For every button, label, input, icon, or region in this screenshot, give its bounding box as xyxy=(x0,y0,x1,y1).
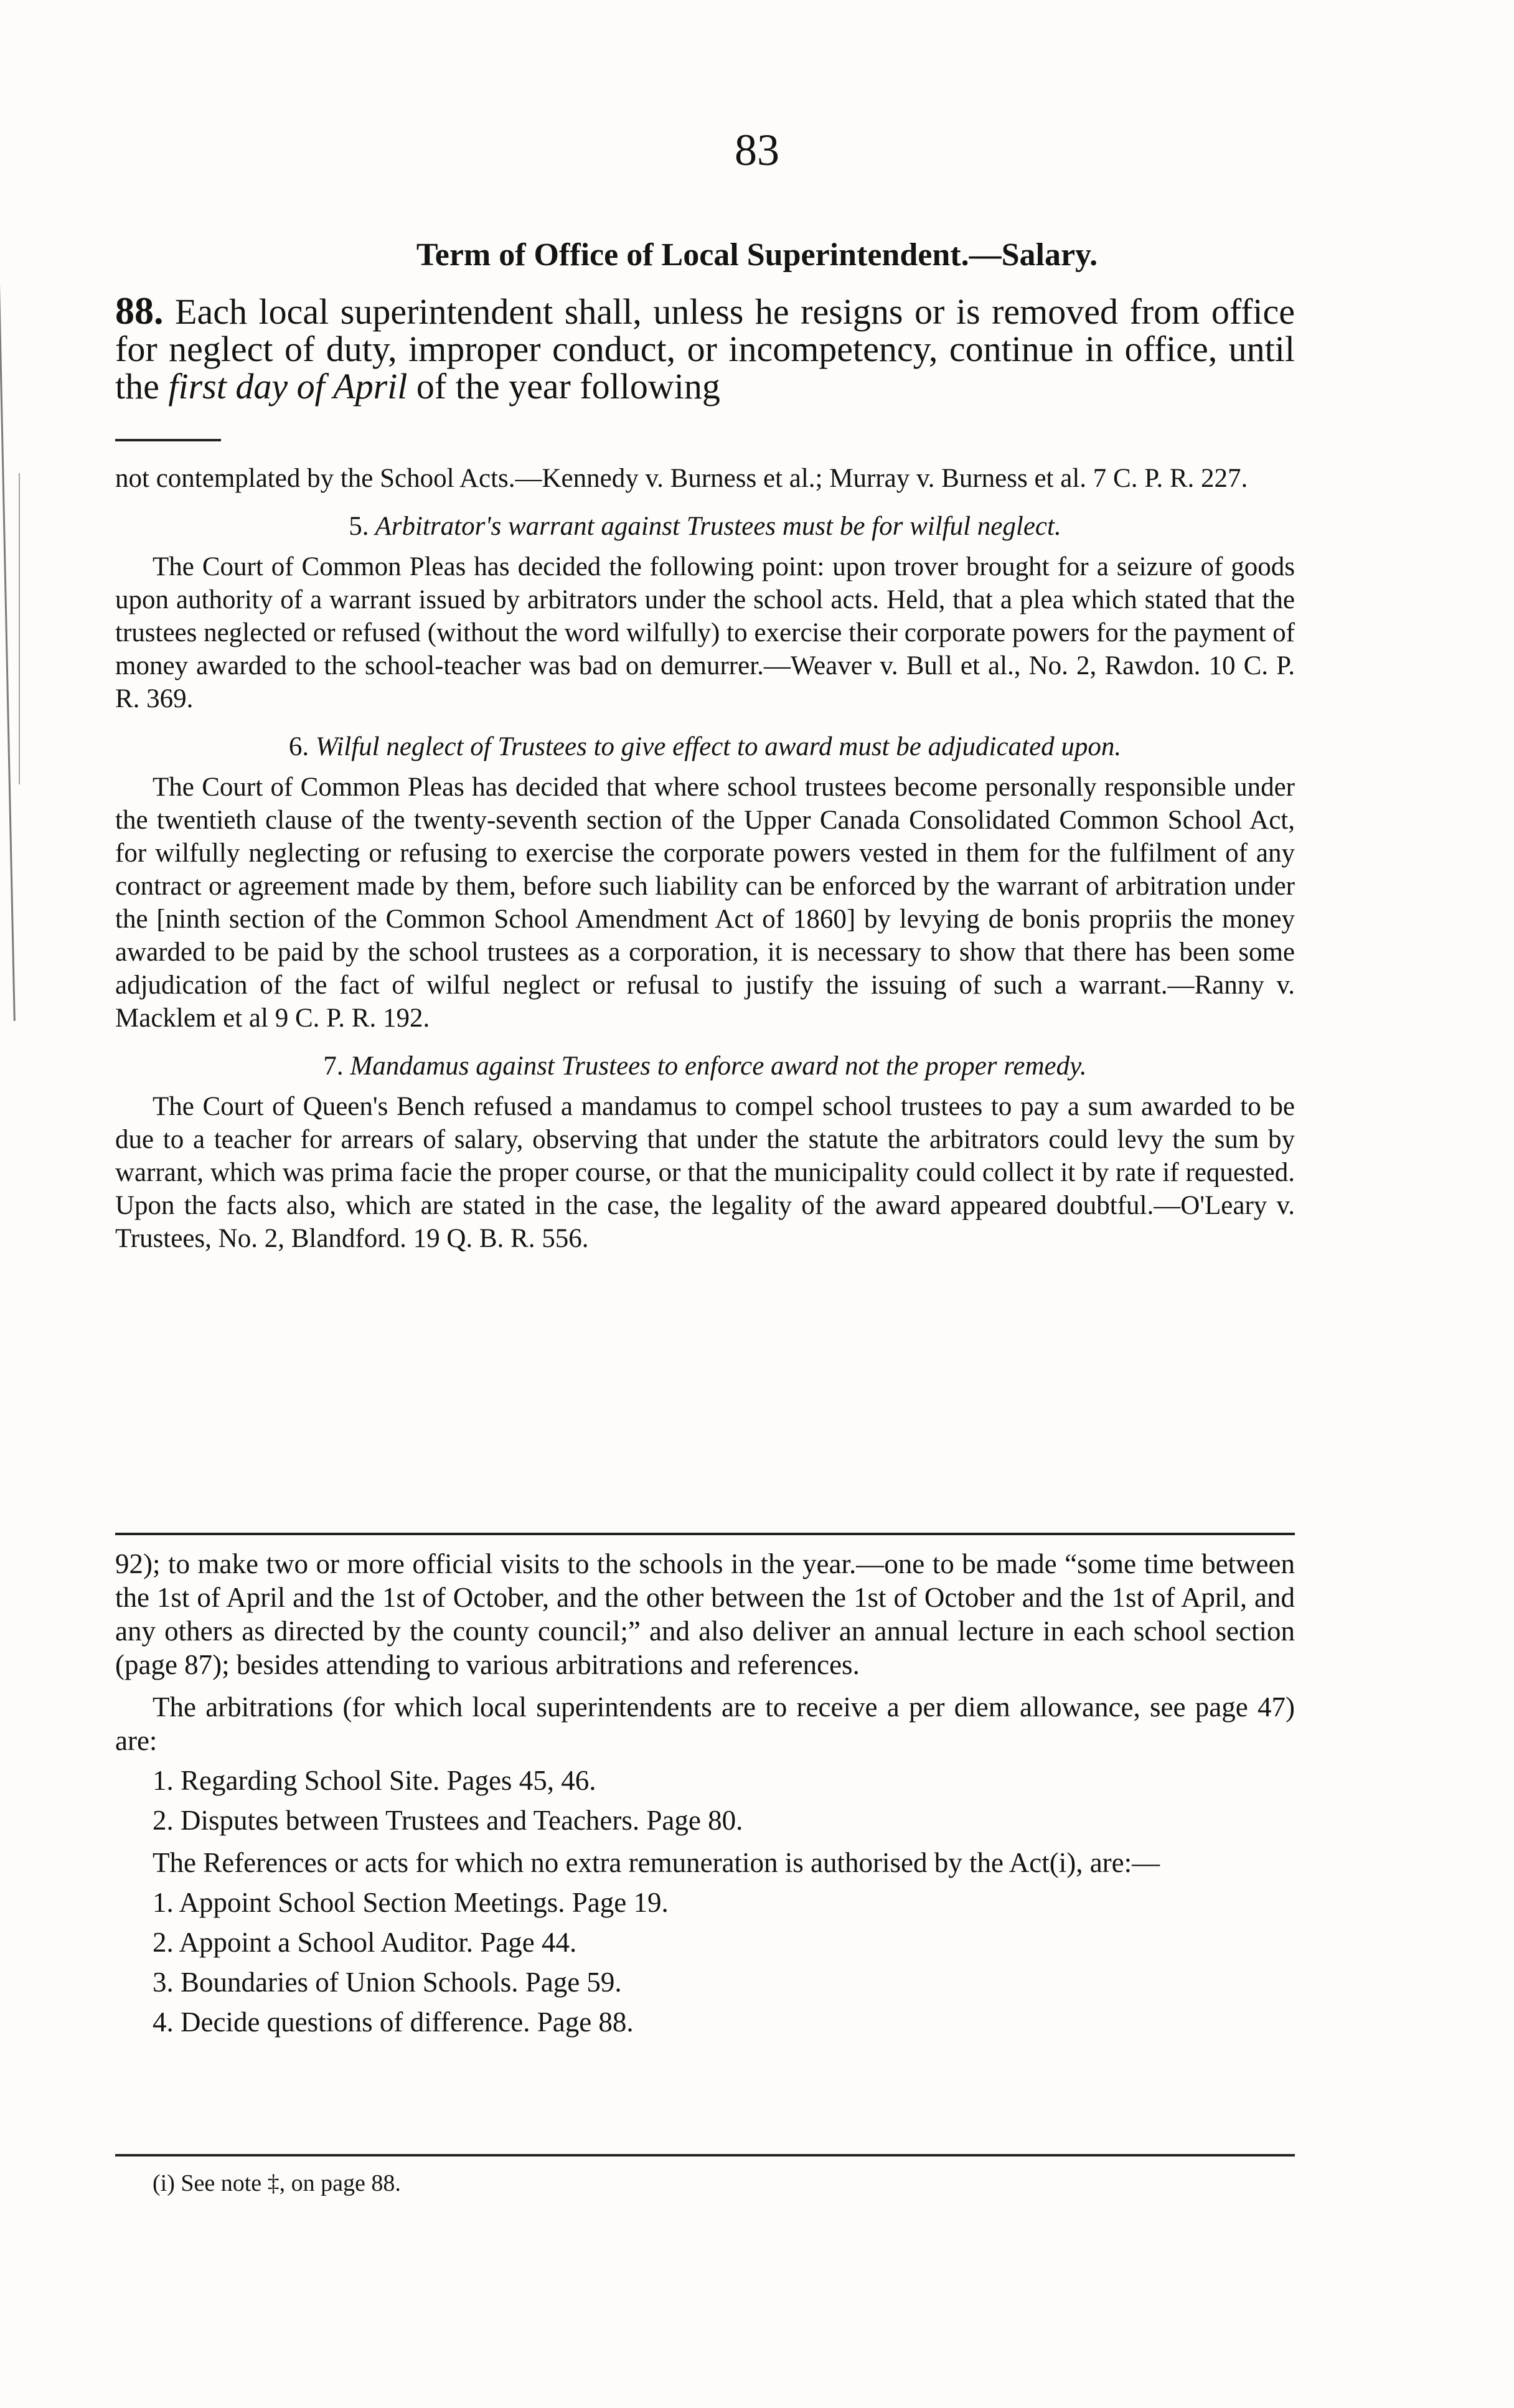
page-heading: Term of Office of Local Superintendent.—Salary. xyxy=(416,237,1098,273)
case-notes xyxy=(115,462,1295,1255)
arbitrations-list xyxy=(115,1764,1295,1837)
footnote-divider xyxy=(115,2154,1295,2156)
note-continuation: not contemplated by the School Acts.—Kennedy v. Burness et al.; Murray v. Burness et al. 7 C. P. R. 227. xyxy=(115,464,1248,493)
section-text-end: of the year following xyxy=(407,366,720,407)
statute-text xyxy=(115,290,1295,407)
list-item: 4. Decide questions of difference. Page 88. xyxy=(153,2006,634,2038)
list-item: 2. Disputes between Trustees and Teachers. Page 80. xyxy=(153,1805,743,1836)
note-5-body: The Court of Common Pleas has decided the following point: upon trover brought for a seizure of goods upon authority of a warrant issued by arbitrators under the school acts. Held, that a plea which stated that the trustees neglected or refused (without the word wilfully) to exercise their corporate powers for the payment of money awarded to the school-teacher was bad on demurrer.—Weaver v. Bull et al., No. 2, Rawdon. 10 C. P. R. 369. xyxy=(115,552,1295,713)
section-divider xyxy=(115,1533,1295,1535)
list-item: 3. Boundaries of Union Schools. Page 59. xyxy=(153,1967,622,1998)
footnote: (i) See note ‡, on page 88. xyxy=(153,2170,401,2196)
section-number: 88. xyxy=(115,290,164,332)
page-number: 83 xyxy=(735,125,779,175)
scan-edge-mark xyxy=(0,199,16,1021)
commentary xyxy=(115,1547,1295,2045)
scan-edge-mark xyxy=(19,473,20,784)
references-intro: The References or acts for which no extra remuneration is authorised by the Act(i), are:— xyxy=(153,1847,1160,1878)
note-6-body: The Court of Common Pleas has decided that where school trustees become personally responsible under the twentieth clause of the twenty-seventh section of the Upper Canada Consolidated Common School Act, for wilfully neglecting or refusing to exercise the corporate powers vested in them for the fulfilment of any contract or agreement made by them, before such liability can be enforced by the warrant of arbitration under the [ninth section of the Common School Amendment Act of 1860] by levying de bonis propriis the money awarded to be paid by the school trustees as a corporation, it is necessary to show that there has been some adjudication of the fact of wilful neglect or refusal to justify the issuing of such a warrant.—Ranny v. Macklem et al 9 C. P. R. 192. xyxy=(115,773,1295,1033)
note-6-title: 6. Wilful neglect of Trustees to give effect to award must be adjudicated upon. xyxy=(288,732,1122,761)
references-list xyxy=(115,1886,1295,2039)
section-text: Each local superintendent shall, unless he resigns or is removed from office for neglect of duty, improper conduct, or incompetency, continue in office, until the xyxy=(115,291,1295,407)
commentary-paragraph: 92); to make two or more official visits to the schools in the year.—one to be made “some time between the 1st of April and the 1st of October, and the other between the 1st of October and the 1st of April, and any others as directed by the county council;” and also deliver an annual lecture in each school section (page 87); besides attending to various arbitrations and references. xyxy=(115,1548,1295,1680)
note-7-title: 7. Mandamus against Trustees to enforce award not the proper remedy. xyxy=(323,1051,1087,1081)
list-item: 1. Appoint School Section Meetings. Page 19. xyxy=(153,1887,669,1918)
arbitrations-intro: The arbitrations (for which local superintendents are to receive a per diem allowance, see page 47) are: xyxy=(115,1691,1295,1756)
footnote-divider xyxy=(115,439,221,441)
note-5-title: 5. Arbitrator's warrant against Trustees must be for wilful neglect. xyxy=(349,512,1061,541)
statute-section-88 xyxy=(115,290,1295,407)
section-date: first day of April xyxy=(168,366,408,407)
list-item: 2. Appoint a School Auditor. Page 44. xyxy=(153,1927,577,1958)
note-7-body: The Court of Queen's Bench refused a mandamus to compel school trustees to pay a sum awarded to be due to a teacher for arrears of salary, observing that under the statute the arbitrators could levy the sum by warrant, which was prima facie the proper course, or that the municipality could collect it by rate if requested. Upon the facts also, which are stated in the case, the legality of the award appeared doubtful.—O'Leary v. Trustees, No. 2, Blandford. 19 Q. B. R. 556. xyxy=(115,1092,1295,1253)
list-item: 1. Regarding School Site. Pages 45, 46. xyxy=(153,1765,596,1796)
